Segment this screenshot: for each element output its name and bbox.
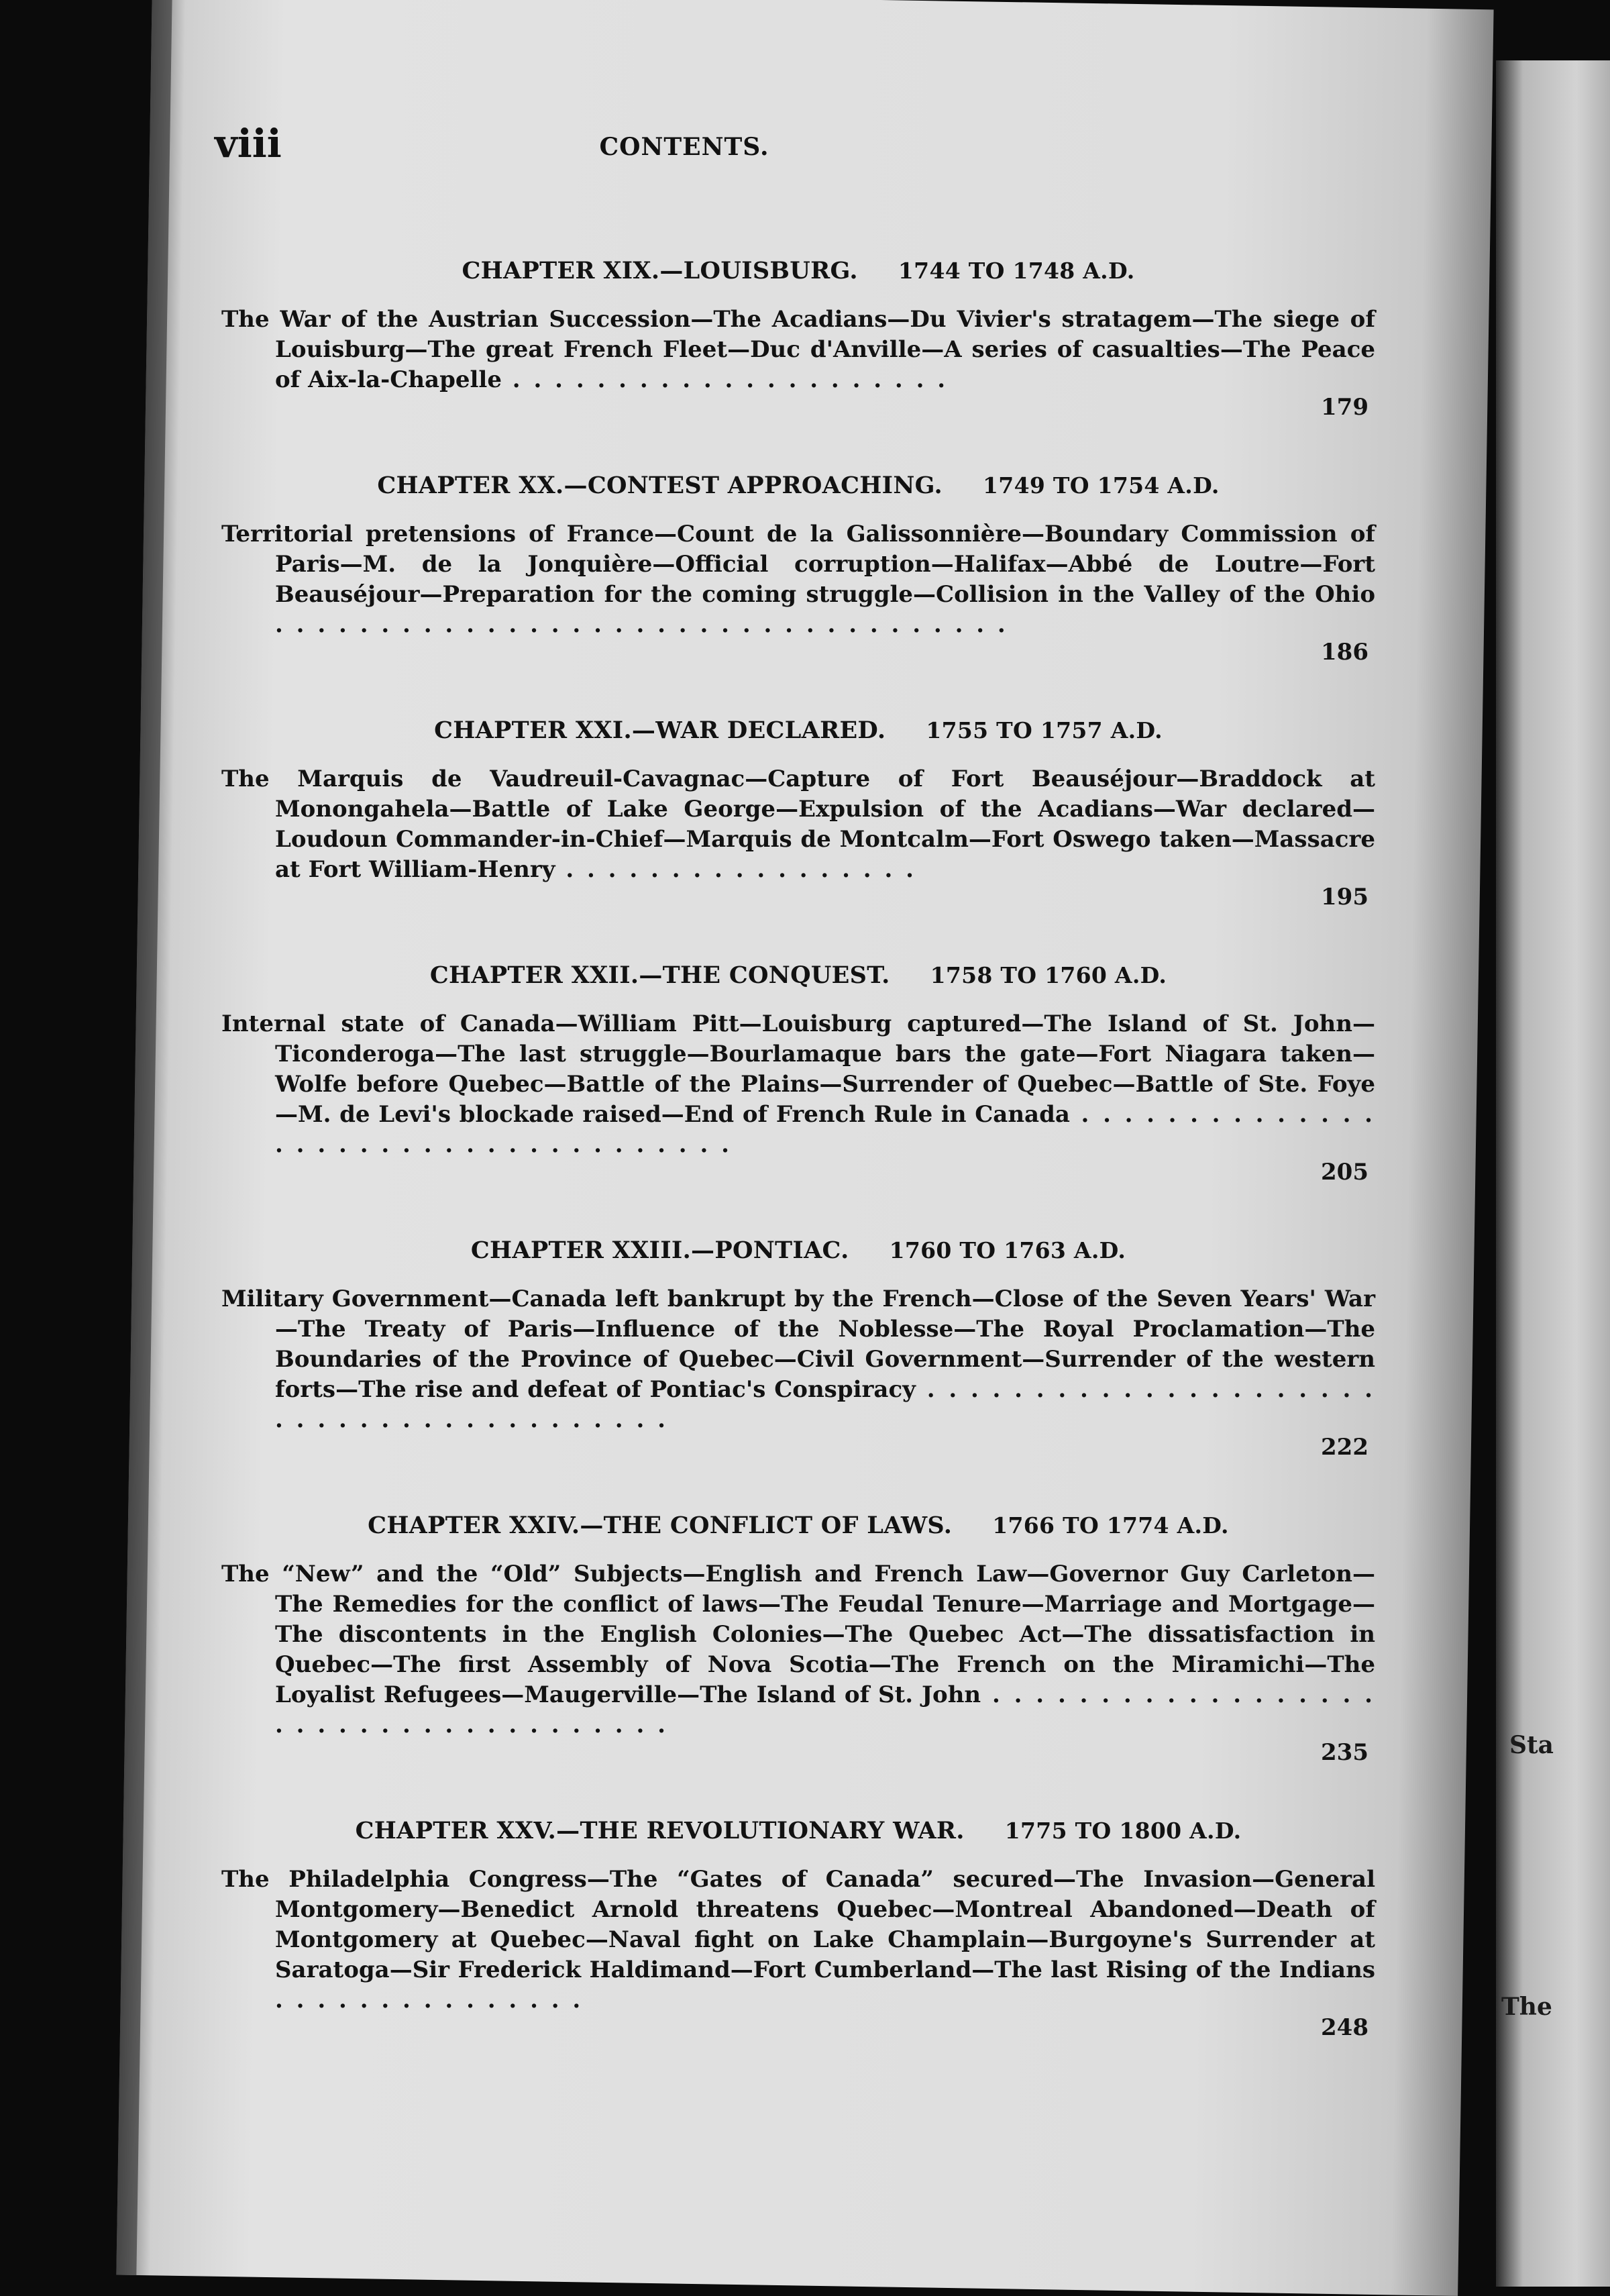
chapter-heading bbox=[221, 959, 1375, 992]
chapter-page-number: 235 bbox=[1321, 1739, 1368, 1766]
chapter-title: CHAPTER XXIV.—THE CONFLICT OF LAWS. bbox=[368, 1512, 953, 1539]
dot-leaders: . . . . . . . . . . . . . . . . . bbox=[555, 856, 916, 883]
chapter-summary-text: Internal state of Canada—William Pitt—Louisburg captured—The Island of St. John—Ticonderoga—The last struggle—Bourlamaque bars the gate—Fort Niagara taken—Wolfe before Quebec—Battle of the Plains—Surrender of Quebec—Battle of Ste. Foye—M. de Levi's blockade raised—End of French Rule in Canada bbox=[221, 1010, 1375, 1128]
chapter-page-number: 205 bbox=[1321, 1159, 1368, 1186]
chapter-page-number: 195 bbox=[1321, 884, 1368, 910]
chapter-entry bbox=[221, 1815, 1375, 2043]
chapter-title: CHAPTER XXII.—THE CONQUEST. bbox=[429, 961, 890, 989]
chapter-entry bbox=[221, 715, 1375, 912]
chapter-page-number: 186 bbox=[1321, 639, 1368, 666]
facing-page bbox=[1496, 60, 1610, 2287]
chapter-summary bbox=[221, 764, 1375, 885]
chapter-summary-text: The War of the Austrian Succession—The Acadians—Du Vivier's stratagem—The siege of Louisburg—The great French Fleet—Duc d'Anville—A series of casualties—The Peace of Aix-la-Chapelle bbox=[221, 306, 1375, 393]
page-title: CONTENTS. bbox=[599, 133, 769, 161]
chapter-summary-text: The Philadelphia Congress—The “Gates of Canada” secured—The Invasion—General Montgomery—Benedict Arnold threatens Quebec—Montreal Abandoned—Death of Montgomery at Quebec—Naval fight on Lake Champlain—Burgoyne's Surrender at Saratoga—Sir Frederick Haldimand—Fort Cumberland—The last Rising of the Indians bbox=[221, 1866, 1375, 1983]
running-head bbox=[215, 121, 1355, 168]
chapter-dates: 1755 TO 1757 A.D. bbox=[926, 717, 1163, 743]
chapter-heading bbox=[221, 1510, 1375, 1542]
chapter-entry bbox=[221, 1510, 1375, 1768]
chapter-summary-text: The Marquis de Vaudreuil-Cavagnac—Capture of Fort Beauséjour—Braddock at Monongahela—Battle of Lake George—Expulsion of the Acadians—War declared—Loudoun Commander-in-Chief—Marquis de Montcalm—Fort Oswego taken—Massacre at Fort William-Henry bbox=[221, 766, 1375, 883]
chapter-heading bbox=[221, 1815, 1375, 1847]
chapter-page-number: 179 bbox=[1321, 394, 1368, 421]
chapter-title: CHAPTER XXV.—THE REVOLUTIONARY WAR. bbox=[355, 1817, 965, 1844]
facing-page-fragment: The bbox=[1501, 1993, 1552, 2021]
chapter-summary bbox=[221, 305, 1375, 395]
chapter-summary bbox=[221, 1865, 1375, 2016]
chapter-summary bbox=[221, 519, 1375, 640]
chapter-heading bbox=[221, 255, 1375, 287]
chapter-dates: 1775 TO 1800 A.D. bbox=[1004, 1818, 1242, 1844]
chapter-dates: 1749 TO 1754 A.D. bbox=[983, 472, 1220, 499]
chapter-page-number: 248 bbox=[1321, 2014, 1368, 2041]
chapter-summary-text: Military Government—Canada left bankrupt by the French—Close of the Seven Years' War—The Treaty of Paris—Influence of the Noblesse—The Royal Proclamation—The Boundaries of the Province of Quebec—Civil Government—Surrender of the western forts—The rise and defeat of Pontiac's Conspiracy bbox=[221, 1286, 1375, 1403]
contents-list bbox=[221, 255, 1375, 2090]
chapter-summary bbox=[221, 1559, 1375, 1740]
dot-leaders: . . . . . . . . . . . . . . . bbox=[275, 1987, 584, 2014]
chapter-heading bbox=[221, 715, 1375, 747]
dot-leaders: . . . . . . . . . . . . . . . . . . . . . . . . . . . . . . . . . . . . . bbox=[275, 1681, 1375, 1738]
chapter-summary bbox=[221, 1009, 1375, 1160]
page-folio: viii bbox=[215, 121, 282, 166]
chapter-title: CHAPTER XX.—CONTEST APPROACHING. bbox=[377, 472, 943, 499]
facing-page-fragment: Sta bbox=[1509, 1731, 1554, 1759]
chapter-entry bbox=[221, 1235, 1375, 1463]
chapter-entry bbox=[221, 959, 1375, 1188]
chapter-page-number: 222 bbox=[1321, 1434, 1368, 1461]
chapter-title: CHAPTER XIX.—LOUISBURG. bbox=[462, 257, 858, 284]
dot-leaders: . . . . . . . . . . . . . . . . . . . . . bbox=[501, 366, 949, 393]
chapter-summary bbox=[221, 1284, 1375, 1435]
chapter-heading bbox=[221, 470, 1375, 502]
chapter-heading bbox=[221, 1235, 1375, 1267]
chapter-summary-text: The “New” and the “Old” Subjects—English and French Law—Governor Guy Carleton—The Remedies for the conflict of laws—The Feudal Tenure—Marriage and Mortgage—The discontents in the English Colonies—The Quebec Act—The dissatisfaction in Quebec—The first Assembly of Nova Scotia—The French on the Miramichi—The Loyalist Refugees—Maugerville—The Island of St. John bbox=[221, 1561, 1375, 1708]
chapter-summary-text: Territorial pretensions of France—Count de la Galissonnière—Boundary Commission of Paris—M. de la Jonquière—Official corruption—Halifax—Abbé de Loutre—Fort Beauséjour—Preparation for the coming struggle—Collision in the Valley of the Ohio bbox=[221, 521, 1375, 608]
chapter-title: CHAPTER XXIII.—PONTIAC. bbox=[470, 1237, 849, 1264]
chapter-dates: 1744 TO 1748 A.D. bbox=[898, 258, 1135, 284]
chapter-title: CHAPTER XXI.—WAR DECLARED. bbox=[434, 717, 886, 744]
dot-leaders: . . . . . . . . . . . . . . . . . . . . . . . . . . . . . . . . . . . . bbox=[275, 1101, 1375, 1158]
dot-leaders: . . . . . . . . . . . . . . . . . . . . . . . . . . . . . . . . . . . . . . . . bbox=[275, 1376, 1375, 1433]
chapter-entry bbox=[221, 255, 1375, 423]
chapter-dates: 1760 TO 1763 A.D. bbox=[889, 1237, 1126, 1263]
chapter-dates: 1766 TO 1774 A.D. bbox=[992, 1512, 1229, 1538]
chapter-dates: 1758 TO 1760 A.D. bbox=[930, 962, 1167, 988]
dot-leaders: . . . . . . . . . . . . . . . . . . . . . . . . . . . . . . . . . . . bbox=[275, 611, 1008, 638]
chapter-entry bbox=[221, 470, 1375, 668]
